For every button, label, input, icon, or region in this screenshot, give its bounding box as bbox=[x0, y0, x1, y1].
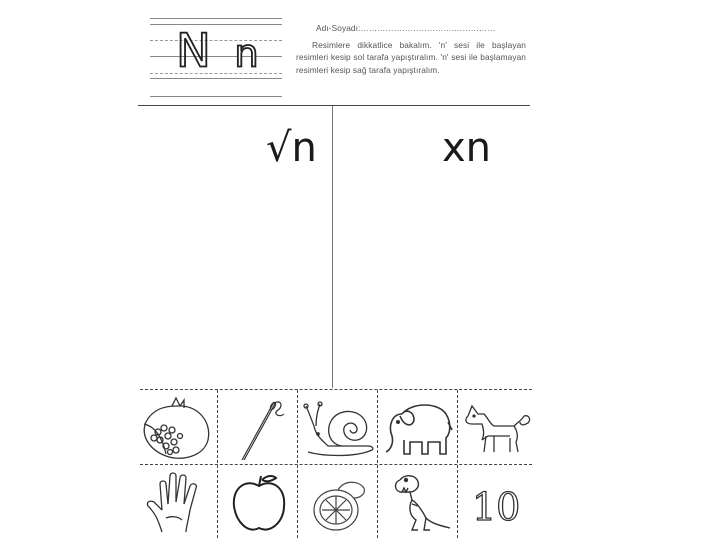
cut-line-vertical bbox=[457, 390, 458, 538]
cut-line-vertical bbox=[217, 390, 218, 538]
header-text bbox=[296, 22, 526, 76]
cut-line-middle bbox=[140, 464, 532, 465]
cut-line-top bbox=[140, 389, 532, 390]
apple-icon[interactable] bbox=[222, 470, 296, 536]
elephant-icon[interactable] bbox=[382, 396, 456, 462]
practice-letters bbox=[150, 18, 282, 88]
dog-icon[interactable] bbox=[460, 396, 534, 462]
cut-line-vertical bbox=[377, 390, 378, 538]
dinosaur-icon[interactable] bbox=[382, 470, 456, 536]
name-label: Adı-Soyadı: bbox=[316, 23, 361, 33]
cut-line-vertical bbox=[297, 390, 298, 538]
needle-icon[interactable] bbox=[222, 396, 296, 462]
pomegranate-icon[interactable] bbox=[136, 396, 216, 462]
lemon-icon[interactable] bbox=[302, 470, 376, 536]
number-ten-icon[interactable] bbox=[466, 472, 526, 532]
instruction-text: Resimlere dikkatlice bakalım. 'n' sesi ile başlayan resimleri kesip sol tarafa yapıştıralım. 'n' sesi ile başlamayan resimleri kesip sağ tarafa yapıştıralım. bbox=[296, 39, 526, 75]
right-column-label: xn bbox=[442, 125, 492, 171]
header-separator bbox=[138, 105, 530, 106]
uppercase-letter: N bbox=[176, 24, 211, 79]
snail-icon[interactable] bbox=[302, 396, 376, 462]
guide-line bbox=[150, 96, 282, 97]
lowercase-letter: n bbox=[234, 31, 259, 77]
letter-practice-box bbox=[150, 18, 282, 102]
left-column-label: √n bbox=[266, 125, 317, 171]
name-line bbox=[316, 22, 526, 35]
name-dots: …………………………….…………… bbox=[360, 23, 496, 33]
hand-icon[interactable] bbox=[142, 470, 216, 536]
number-ten-text: 10 bbox=[472, 485, 521, 529]
column-divider bbox=[332, 106, 333, 388]
